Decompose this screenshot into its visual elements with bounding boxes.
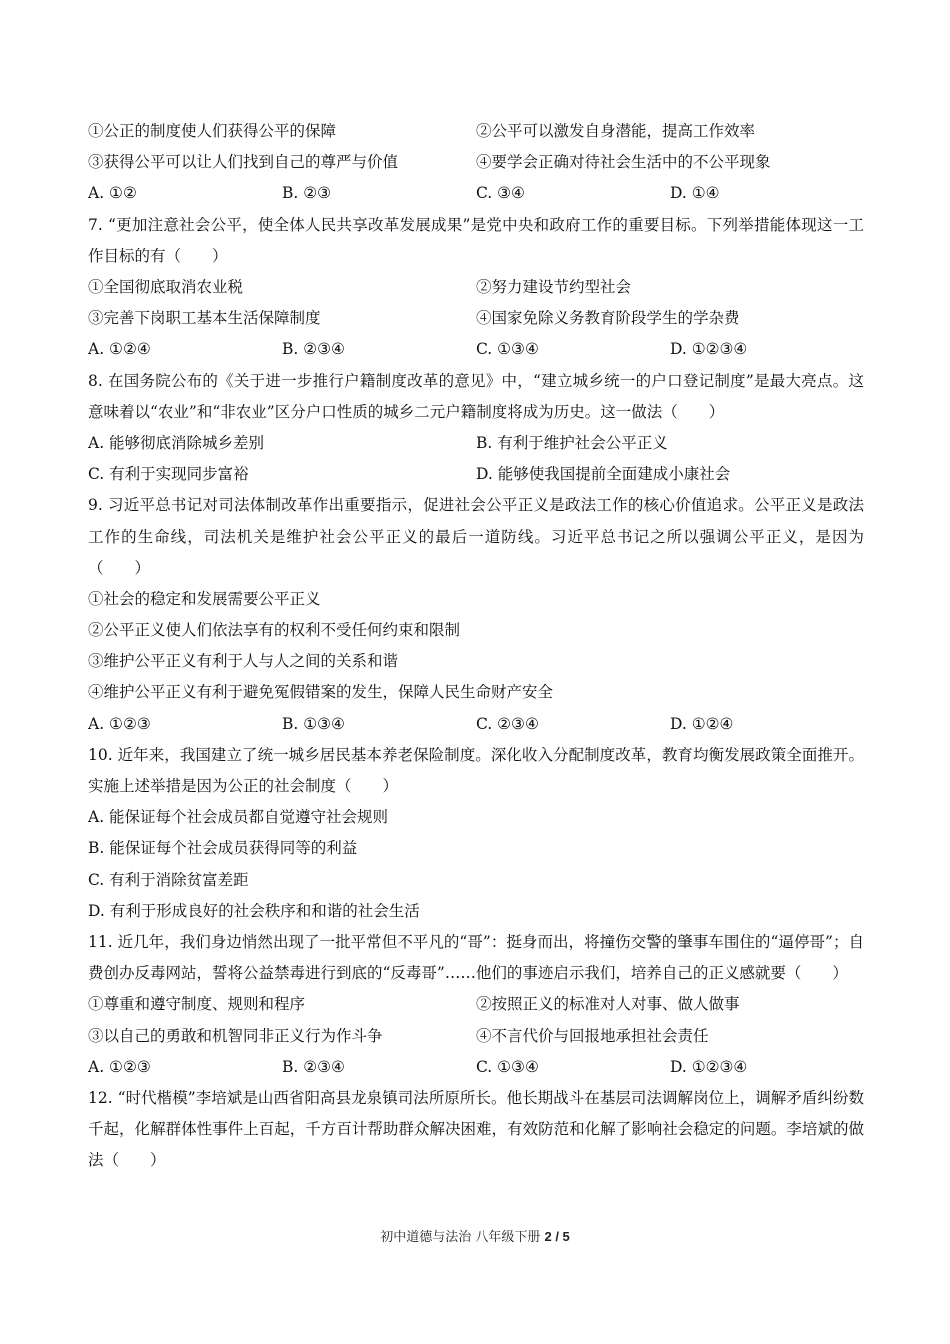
question-stem: 11. 近几年，我们身边悄然出现了一批平常但不平凡的“哥”：挺身而出，将撞伤交警的肇事车围住的“逼停哥”；自费创办反毒网站，誓将公益禁毒进行到底的“反毒哥”……他们的事迹启示我们，培养自己的正义感就要（ ） [88, 933, 864, 983]
choice: A. 能保证每个社会成员都自觉遵守社会规则 [88, 808, 389, 827]
choice: C. ①③④ [476, 1057, 539, 1076]
choice: B. ②③ [282, 184, 332, 203]
option: ③获得公平可以让人们找到自己的尊严与价值 [88, 153, 399, 172]
choice: B. ②③④ [282, 340, 345, 359]
choice: D. ①②④ [670, 714, 734, 733]
option: ③维护公平正义有利于人与人之间的关系和谐 [88, 652, 399, 671]
choice: A. ①② [88, 184, 137, 203]
option-row [88, 116, 864, 147]
choice: A. ①②④ [88, 340, 151, 359]
option: ④不言代价与回报地承担社会责任 [476, 1026, 709, 1045]
choice-row [88, 1052, 864, 1083]
option: ②公平正义使人们依法享有的权利不受任何约束和限制 [88, 621, 461, 640]
choice-row [88, 334, 864, 365]
option: ①社会的稳定和发展需要公平正义 [88, 589, 321, 608]
choice: D. 能够使我国提前全面建成小康社会 [476, 465, 731, 484]
option: ④要学会正确对待社会生活中的不公平现象 [476, 153, 771, 172]
page-number: 2 / 5 [544, 1229, 570, 1244]
option: ①公正的制度使人们获得公平的保障 [88, 122, 337, 140]
option: ②按照正义的标准对人对事、做人做事 [476, 995, 740, 1014]
choice: D. 有利于形成良好的社会秩序和和谐的社会生活 [88, 901, 420, 920]
option-row [88, 147, 864, 178]
choice: D. ①④ [670, 184, 720, 203]
question-stem: 8. 在国务院公布的《关于进一步推行户籍制度改革的意见》中，“建立城乡统一的户口登记制度”是最大亮点。这意味着以“农业”和“非农业”区分户口性质的城乡二元户籍制度将成为历史。这一做法（ ） [88, 371, 864, 421]
option-row [88, 272, 864, 303]
option: ②公平可以激发自身潜能，提高工作效率 [476, 122, 756, 140]
option-row [88, 303, 864, 334]
choice: B. 能保证每个社会成员获得同等的利益 [88, 839, 358, 858]
option-row [88, 989, 864, 1020]
choice: C. ①③④ [476, 340, 539, 359]
choice-row [88, 178, 864, 209]
page-footer [0, 1226, 950, 1245]
choice: D. ①②③④ [670, 340, 748, 359]
option: ③以自己的勇敢和机智同非正义行为作斗争 [88, 1026, 383, 1045]
question-stem: 12. “时代楷模”李培斌是山西省阳高县龙泉镇司法所原所长。他长期战斗在基层司法调解岗位上，调解矛盾纠纷数千起，化解群体性事件上百起，千方百计帮助群众解决困难，有效防范和化解了影响社会稳定的问题。李培斌的做法（ ） [88, 1088, 864, 1170]
option-row [88, 1021, 864, 1052]
choice: A. ①②③ [88, 714, 151, 733]
choice: B. ①③④ [282, 714, 345, 733]
choice: B. 有利于维护社会公平正义 [476, 433, 668, 452]
question-stem: 9. 习近平总书记对司法体制改革作出重要指示，促进社会公平正义是政法工作的核心价值追求。公平正义是政法工作的生命线，司法机关是维护社会公平正义的最后一道防线。习近平总书记之所以强调公平正义，是因为（ ） [88, 496, 864, 577]
choice-row [88, 459, 864, 490]
option: ④维护公平正义有利于避免冤假错案的发生，保障人民生命财产安全 [88, 683, 554, 702]
option: ①全国彻底取消农业税 [88, 277, 244, 296]
option: ①尊重和遵守制度、规则和程序 [88, 995, 306, 1014]
choice: C. ③④ [476, 184, 525, 203]
footer-text: 初中道德与法治 八年级下册 [380, 1230, 545, 1245]
choice: B. ②③④ [282, 1057, 345, 1076]
choice-row [88, 709, 864, 740]
choice: D. ①②③④ [670, 1057, 748, 1076]
choice: A. ①②③ [88, 1057, 151, 1076]
option: ③完善下岗职工基本生活保障制度 [88, 309, 321, 328]
choice: C. ②③④ [476, 714, 539, 733]
question-stem: 10. 近年来，我国建立了统一城乡居民基本养老保险制度。深化收入分配制度改革，教育均衡发展政策全面推开。实施上述举措是因为公正的社会制度（ ） [88, 745, 864, 796]
choice-row [88, 428, 864, 459]
option: ④国家免除义务教育阶段学生的学杂费 [476, 309, 740, 328]
option: ②努力建设节约型社会 [476, 277, 632, 296]
choice: C. 有利于实现同步富裕 [88, 465, 249, 484]
choice: C. 有利于消除贫富差距 [88, 870, 249, 889]
question-stem: 7. “更加注意社会公平，使全体人民共享改革发展成果”是党中央和政府工作的重要目标。下列举措能体现这一工作目标的有（ ） [88, 215, 864, 265]
exam-page [88, 116, 864, 1177]
choice: A. 能够彻底消除城乡差别 [88, 433, 265, 452]
